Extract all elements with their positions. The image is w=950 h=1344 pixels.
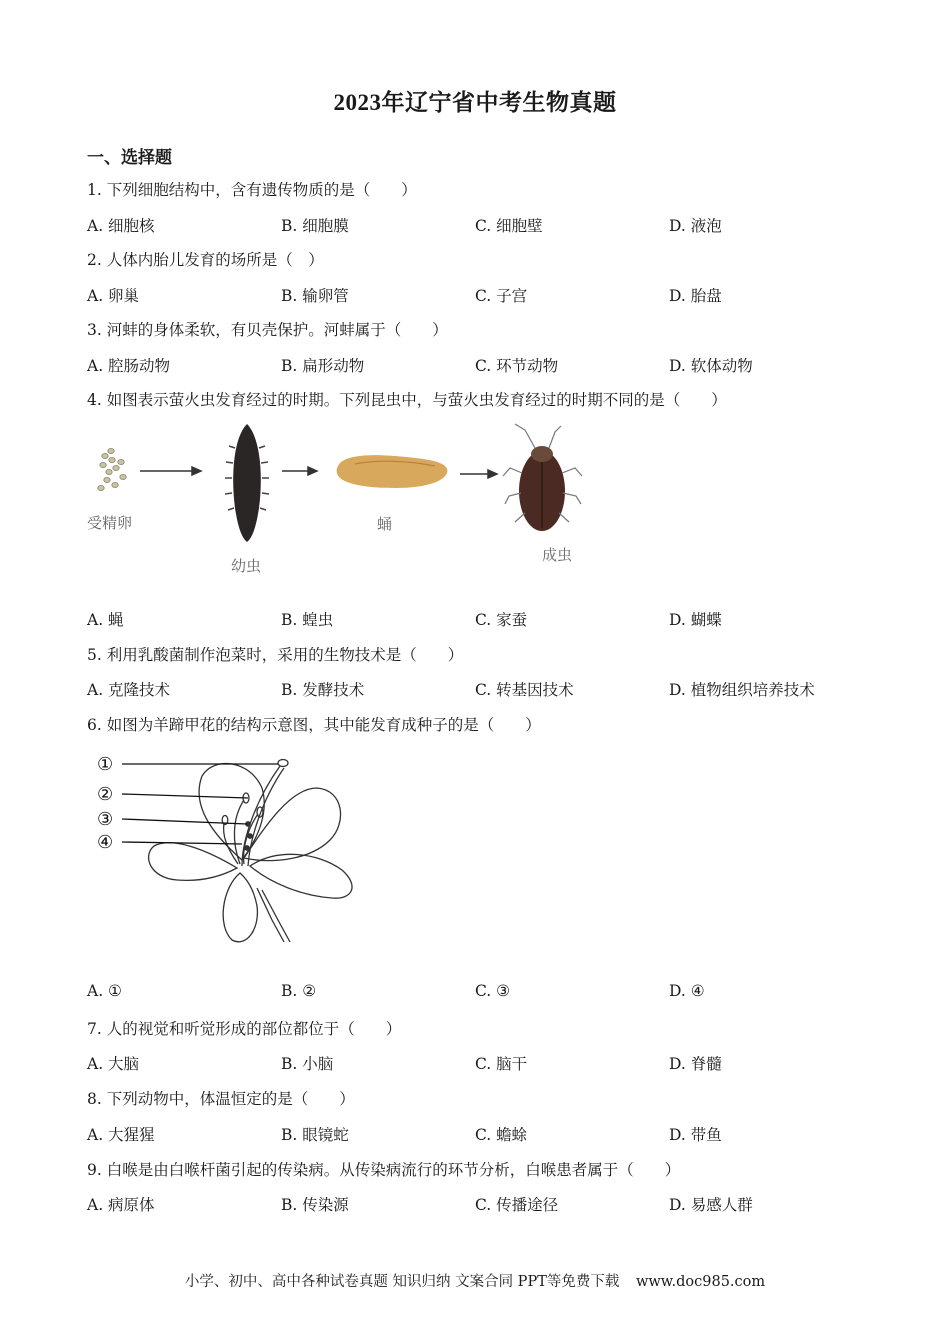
flower-label-1: ① — [97, 754, 114, 775]
option-a: A. 蝇 — [87, 611, 124, 629]
larva-image — [225, 424, 269, 542]
stage-label-pupa: 蛹 — [377, 515, 393, 533]
petal-lower — [223, 873, 257, 942]
question-stem: 7. 人的视觉和听觉形成的部位都位于（ ） — [87, 1020, 402, 1038]
option-b: B. 扁形动物 — [281, 357, 365, 375]
option-d: D. 软体动物 — [669, 357, 753, 375]
question-stem: 4. 如图表示萤火虫发育经过的时期。下列昆虫中，与萤火虫发育经过的时期不同的是（ ） — [87, 391, 727, 409]
egg-cluster — [98, 448, 126, 490]
option-c: C. ③ — [475, 982, 511, 1000]
page-title: 2023年辽宁省中考生物真题 — [333, 90, 617, 115]
flower-label-3: ③ — [97, 809, 114, 830]
option-a: A. 大脑 — [87, 1055, 140, 1073]
option-b: B. 发酵技术 — [281, 681, 365, 699]
question-stem: 3. 河蚌的身体柔软，有贝壳保护。河蚌属于（ ） — [87, 321, 448, 339]
footer-text: 小学、初中、高中各种试卷真题 知识归纳 文案合同 PPT等免费下载 — [184, 1274, 620, 1290]
question-stem: 8. 下列动物中，体温恒定的是（ ） — [87, 1090, 355, 1108]
option-d: D. 液泡 — [669, 217, 722, 235]
stage-label-egg: 受精卵 — [87, 514, 133, 532]
option-d: D. 蝴蝶 — [669, 611, 722, 629]
petal-upper-right — [244, 788, 341, 861]
adult-firefly-image — [503, 424, 582, 531]
option-c: C. 子宫 — [475, 287, 528, 305]
stalk — [257, 888, 284, 942]
option-a: A. 卵巢 — [87, 287, 140, 305]
question-stem: 1. 下列细胞结构中，含有遗传物质的是（ ） — [87, 181, 417, 199]
option-a: A. ① — [87, 982, 122, 1000]
question-stem: 2. 人体内胎儿发育的场所是（ ） — [87, 251, 324, 269]
option-a: A. 腔肠动物 — [87, 357, 171, 375]
stage-label-larva: 幼虫 — [231, 557, 262, 575]
option-b: B. 眼镜蛇 — [281, 1126, 349, 1144]
option-b: B. 传染源 — [281, 1196, 349, 1214]
footer-link[interactable]: www.doc985.com — [635, 1274, 766, 1290]
option-c: C. 环节动物 — [475, 357, 559, 375]
option-a: A. 病原体 — [87, 1196, 155, 1214]
page-footer — [0, 1270, 950, 1291]
option-a: A. 大猩猩 — [87, 1126, 155, 1144]
option-a: A. 克隆技术 — [87, 681, 171, 699]
option-d: D. 胎盘 — [669, 287, 722, 305]
option-b: B. ② — [281, 982, 317, 1000]
question-stem: 9. 白喉是由白喉杆菌引起的传染病。从传染病流行的环节分析，白喉患者属于（ ） — [87, 1161, 681, 1179]
option-d: D. 易感人群 — [669, 1196, 753, 1214]
flower-label-2: ② — [97, 784, 114, 805]
section-heading: 一、选择题 — [87, 148, 172, 168]
option-d: D. ④ — [669, 982, 705, 1000]
option-a: A. 细胞核 — [87, 217, 155, 235]
option-c: C. 转基因技术 — [475, 681, 574, 699]
option-b: B. 细胞膜 — [281, 217, 349, 235]
option-b: B. 输卵管 — [281, 287, 349, 305]
option-b: B. 蝗虫 — [281, 611, 334, 629]
option-c: C. 细胞壁 — [475, 217, 543, 235]
option-d: D. 脊髓 — [669, 1055, 722, 1073]
option-c: C. 蟾蜍 — [475, 1126, 528, 1144]
option-d: D. 带鱼 — [669, 1126, 722, 1144]
option-d: D. 植物组织培养技术 — [669, 681, 815, 699]
flower-structure-figure — [92, 748, 367, 953]
question-stem: 6. 如图为羊蹄甲花的结构示意图，其中能发育成种子的是（ ） — [87, 716, 541, 734]
option-c: C. 脑干 — [475, 1055, 528, 1073]
question-stem: 5. 利用乳酸菌制作泡菜时，采用的生物技术是（ ） — [87, 646, 464, 664]
insect-life-cycle-figure — [85, 418, 605, 583]
flower-label-4: ④ — [97, 832, 114, 853]
stage-label-adult: 成虫 — [542, 546, 573, 564]
option-c: C. 传播途径 — [475, 1196, 559, 1214]
petal-left — [149, 843, 237, 881]
option-b: B. 小脑 — [281, 1055, 334, 1073]
option-c: C. 家蚕 — [475, 611, 528, 629]
pupa-image — [337, 455, 448, 488]
